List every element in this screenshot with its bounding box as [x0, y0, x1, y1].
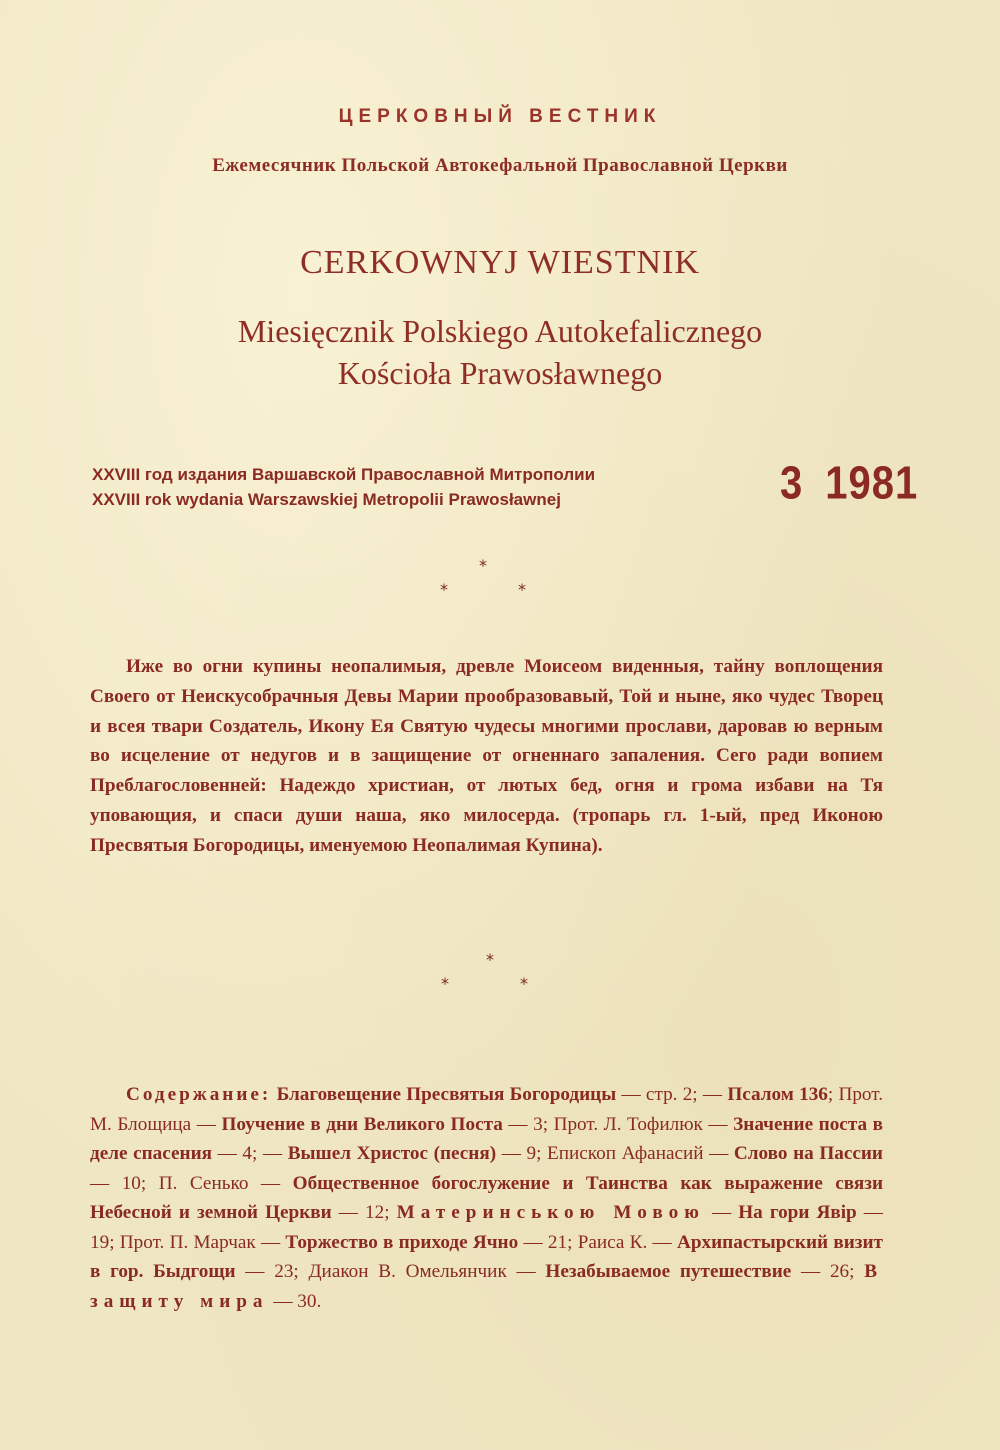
contents-item-title: Архипастырский визит в гор. Быдгощи [90, 1231, 883, 1282]
issue-year: 1981 [825, 458, 919, 509]
contents-item-meta: — 3; Прот. Л. Тофилюк — [502, 1113, 734, 1135]
masthead-russian-title: ЦЕРКОВНЫЙ ВЕСТНИК [338, 106, 662, 127]
contents-item-meta: — 23; Диакон В. Омельянчик — [235, 1261, 546, 1282]
contents-item-meta: — 30. [268, 1290, 322, 1312]
edition-polish: XXVIII rok wydania Warszawskiej Metropolii Prawosławnej [92, 490, 561, 509]
contents-item-meta: — стр. 2; — [616, 1084, 728, 1105]
contents-item-meta: — 19; Прот. П. Марчак — [90, 1202, 883, 1253]
contents-item-meta: ; Прот. М. Блощица — [90, 1084, 884, 1135]
issue-number: 3 [780, 458, 804, 509]
contents-item-title: Общественное богослужение и Таинства как выражение связи Небесной и земной Церкви [90, 1172, 883, 1223]
issue-number-year [780, 458, 940, 510]
ornament-star-icon: * [479, 556, 487, 575]
contents-item-meta: — 4; — [212, 1143, 288, 1164]
contents-item-title: Вышел Христос (песня) [287, 1143, 497, 1164]
troparion-text: Иже во огни купины неопалимыя, древле Моисеом виденныя, тайну воплощения Своего от Неискусобрачныя Девы Марии прообразовавый, Той и ныне, яко чудес Творец и всея твари Создатель, Икону Ея Святую чудесы многими прослави, даровав ю верным во исцеление от недугов и в защищение от огненнаго запаления. Сего ради вопием Преблагословенней: Надеждо христиан, от лютых бед, огня и грома избави на Тя уповающия, и спаси души наша, яко милосерда. (тропарь гл. 1-ый, пред Иконою Пресвятыя Богородицы, именуемою Неопалимая Купина). [90, 656, 883, 856]
masthead-russian-subtitle: Ежемесячник Польской Автокефальной Православной Церкви [212, 155, 788, 176]
ornament-star-icon: * [486, 950, 494, 969]
ornament-star-icon: * [520, 974, 528, 993]
contents-item-title: В защиту мира [90, 1261, 883, 1312]
contents-item-title: Благовещение Пресвятыя Богородицы [276, 1084, 617, 1105]
masthead-polish-subtitle [0, 310, 1000, 394]
contents-item-title: Поучение в дни Великого Поста [221, 1113, 503, 1135]
masthead-polish-subtitle-line1: Miesięcznik Polskiego Autokefalicznego [237, 313, 763, 349]
ornament-star-icon: * [440, 580, 448, 599]
contents-item-meta: — 10; П. Сенько — [90, 1172, 293, 1194]
contents-item-meta: — 21; Раиса К. — [518, 1231, 677, 1253]
contents-label: Содержание: [126, 1084, 272, 1105]
ornament-star-icon: * [441, 974, 449, 993]
table-of-contents [90, 1080, 883, 1316]
ornament-star-icon: * [518, 580, 526, 599]
contents-item-meta: — 9; Епископ Афанасий — [496, 1143, 734, 1164]
contents-item-title: Значение поста в деле спасения [90, 1113, 883, 1164]
masthead-polish-subtitle-line2: Kościoła Prawosławnego [337, 355, 663, 391]
contents-item-meta: — 26; [791, 1261, 865, 1282]
contents-item-title: Псалом 136 [727, 1084, 828, 1105]
contents-item-title: Слово на Пассии [733, 1143, 883, 1164]
contents-item-meta: — [704, 1202, 739, 1223]
contents-item-meta: — 12; [331, 1202, 397, 1223]
contents-item-title: На гори Явір [738, 1202, 857, 1223]
contents-item-title: Торжество в приходе Ячно [285, 1231, 519, 1253]
edition-info [92, 462, 782, 512]
contents-item-title: Материнською Мовою [396, 1202, 705, 1223]
edition-russian: XXVIII год издания Варшавской Православной Митрополии [92, 465, 596, 484]
contents-item-title: Незабываемое путешествие [545, 1261, 792, 1282]
masthead-polish-title: CERKOWNYJ WIESTNIK [300, 244, 700, 281]
